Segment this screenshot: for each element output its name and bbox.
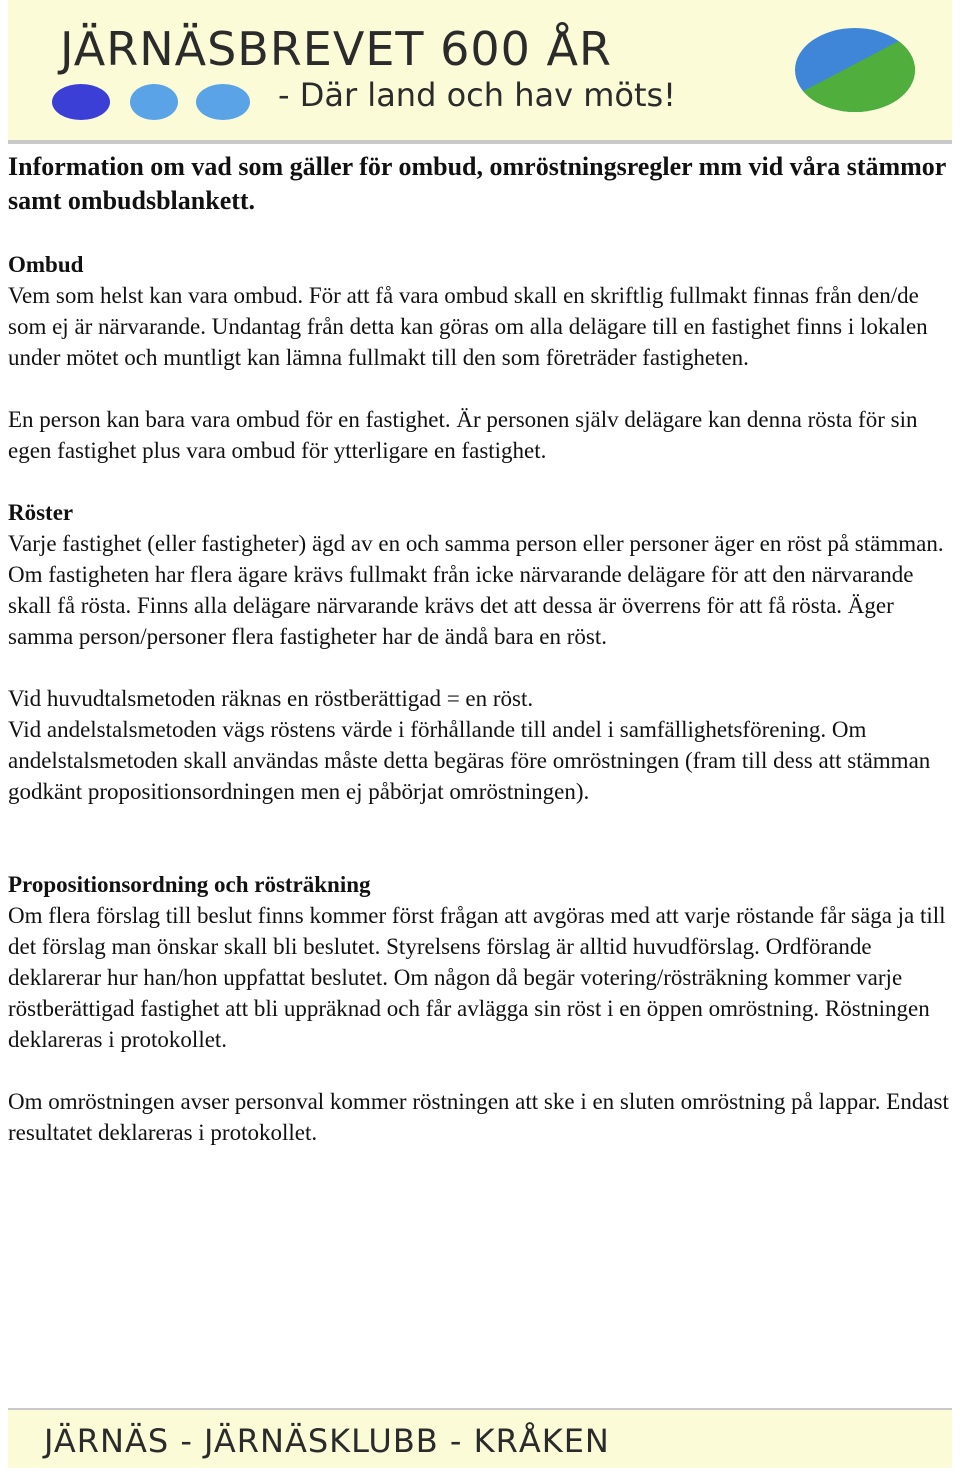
- ombud-paragraph-1: Vem som helst kan vara ombud. För att få vara ombud skall en skriftlig fullmakt finnas från den/de som ej är närvarande. Undantag från detta kan göras om alla delägare till en fastighet finns i lokalen under mötet och muntligt kan lämna fullmakt till den som företräder fastigheten.: [8, 283, 928, 370]
- globe-land-sea-icon: [794, 26, 916, 114]
- light-blue-dot-icon: [130, 84, 178, 120]
- banner-subtitle: - Där land och hav möts!: [278, 76, 676, 114]
- section-title-proposition: Propositionsordning och rösträkning: [8, 872, 371, 897]
- light-blue-dot-icon-2: [196, 84, 250, 120]
- header-divider: [8, 140, 952, 144]
- ombud-paragraph-2: En person kan bara vara ombud för en fastighet. Är personen själv delägare kan denna rösta för sin egen fastighet plus vara ombud för ytterligare en fastighet.: [8, 407, 918, 463]
- document-heading: Information om vad som gäller för ombud, omröstningsregler mm vid våra stämmor samt ombudsblankett.: [8, 152, 946, 215]
- roster-paragraph-1: Varje fastighet (eller fastigheter) ägd av en och samma person eller personer äger en röst på stämman. Om fastigheten har flera ägare krävs fullmakt från icke närvarande delägare för att den närvarande skall få rösta. Finns alla delägare närvarande krävs det att dessa är överrens för att få rösta. Äger samma person/personer flera fastigheter har de ändå bara en röst.: [8, 531, 944, 649]
- roster-paragraph-2b: Vid andelstalsmetoden vägs röstens värde i förhållande till andel i samfällighetsförening. Om andelstalsmetoden skall användas måste detta begäras före omröstningen (fram till dess att stämman godkänt propositionsordningen men ej påbörjat omröstningen).: [8, 717, 931, 804]
- footer-banner: [8, 1410, 952, 1468]
- banner-title: JÄRNÄSBREVET 600 ÅR: [60, 22, 612, 76]
- footer-text: JÄRNÄS - JÄRNÄSKLUBB - KRÅKEN: [44, 1422, 610, 1460]
- proposition-paragraph-1: Om flera förslag till beslut finns kommer först frågan att avgöras med att varje röstande får säga ja till det förslag man önskar skall bli beslutet. Styrelsens förslag är alltid huvudförslag. Ordförande deklarerar hur han/hon uppfattat beslutet. Om någon då begär votering/rösträkning kommer varje röstberättigad fastighet att bli uppräknad och får avlägga sin röst i en öppen omröstning. Röstningen deklareras i protokollet.: [8, 903, 946, 1052]
- proposition-paragraph-2: Om omröstningen avser personval kommer röstningen att ske i en sluten omröstning på lappar. Endast resultatet deklareras i protokollet.: [8, 1089, 949, 1145]
- header-banner: [8, 0, 952, 140]
- roster-paragraph-2a: Vid huvudtalsmetoden räknas en röstberättigad = en röst.: [8, 686, 534, 711]
- document-body: [8, 150, 952, 1148]
- dark-blue-dot-icon: [52, 84, 110, 120]
- section-title-roster: Röster: [8, 500, 74, 525]
- section-title-ombud: Ombud: [8, 252, 84, 277]
